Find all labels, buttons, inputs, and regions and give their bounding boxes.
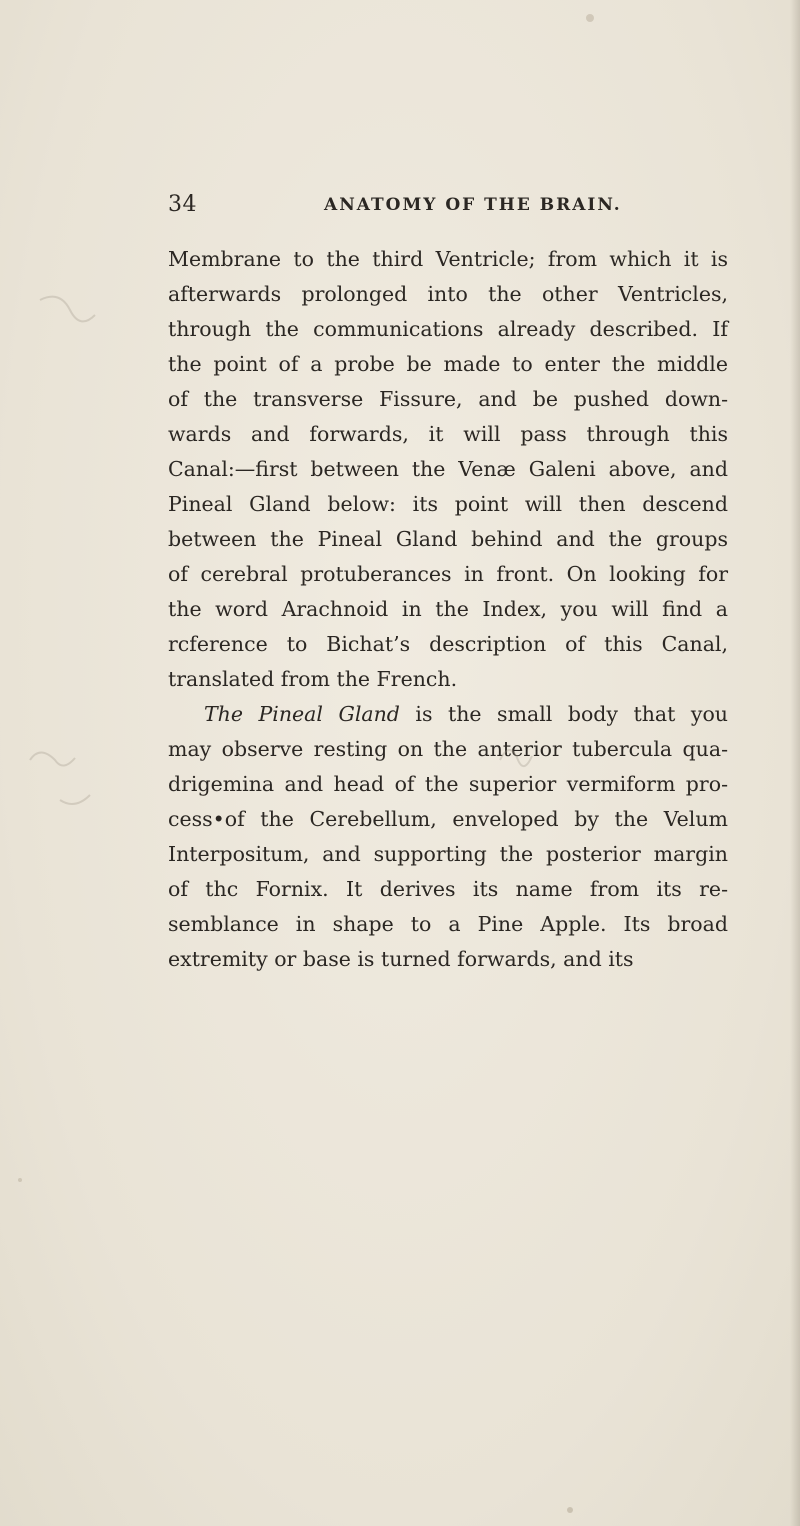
text-line: between the Pineal Gland behind and the groups: [168, 527, 728, 551]
text-line: of thc Fornix. It derives its name from its re-: [168, 877, 728, 901]
text-line: Pineal Gland below: its point will then descend: [168, 492, 728, 516]
text-line: of the transverse Fissure, and be pushed down-: [168, 387, 728, 411]
text-line: cess•of the Cerebellum, enveloped by the Velum: [168, 807, 728, 831]
text-line: through the communications already described. If: [168, 317, 728, 341]
text-line: translated from the French.: [168, 667, 458, 691]
text-line: may observe resting on the anterior tubercula qua-: [168, 737, 728, 761]
text-line: extremity or base is turned forwards, and its: [168, 947, 634, 971]
italic-term: The Pineal Gland: [204, 702, 400, 726]
text-line: the point of a probe be made to enter the middle: [168, 352, 728, 376]
text-line: Membrane to the third Ventricle; from which it is: [168, 247, 728, 271]
text-line: wards and forwards, it will pass through this: [168, 422, 728, 446]
text-line: the word Arachnoid in the Index, you will find a: [168, 597, 728, 621]
text-fragment: is the small body that you: [399, 702, 728, 726]
page-number: 34: [168, 192, 197, 217]
text-line: rcference to Bichat’s description of this Canal,: [168, 632, 728, 656]
text-line: Interpositum, and supporting the posterior margin: [168, 842, 728, 866]
running-title: ANATOMY OF THE BRAIN.: [324, 195, 622, 215]
text-line: semblance in shape to a Pine Apple. Its broad: [168, 912, 728, 936]
text-line: drigemina and head of the superior vermiform pro-: [168, 772, 728, 796]
text-line: Canal:—first between the Venæ Galeni above, and: [168, 457, 728, 481]
text-line: of cerebral protuberances in front. On looking for: [168, 562, 728, 586]
text-line: afterwards prolonged into the other Ventricles,: [168, 282, 728, 306]
